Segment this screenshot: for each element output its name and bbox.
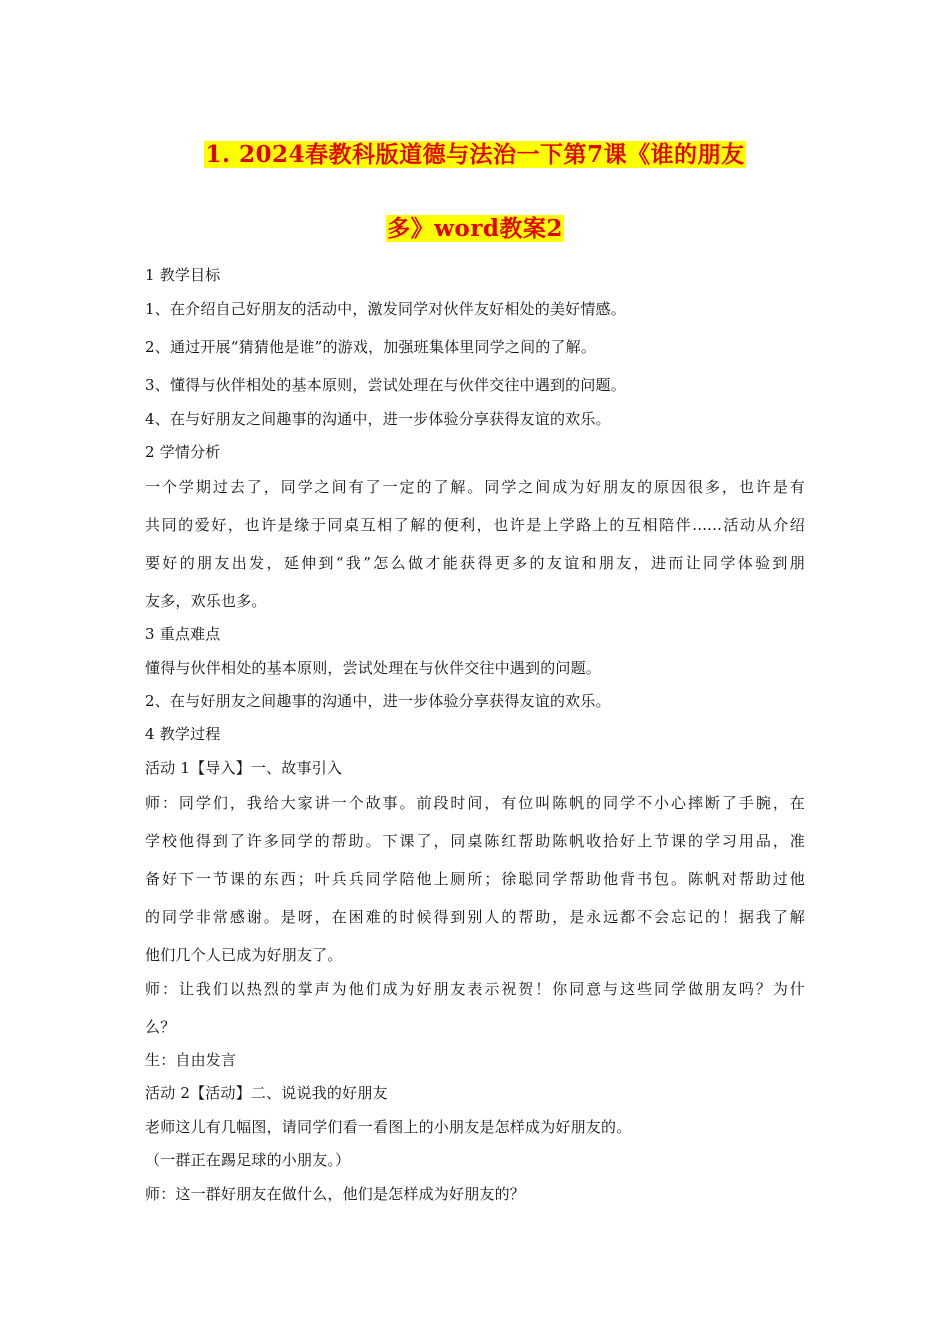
paragraph-line: 师：这一群好朋友在做什么，他们是怎样成为好朋友的？ — [145, 1185, 526, 1203]
paragraph-line: （一群正在踢足球的小朋友。） — [145, 1151, 351, 1169]
paragraph-line: 要好的朋友出发，延伸到“我”怎么做才能获得更多的友谊和朋友，进而让同学体验到朋 — [145, 554, 805, 572]
paragraph-line: 老师这儿有几幅图，请同学们看一看图上的小朋友是怎样成为好朋友的。 — [145, 1118, 632, 1136]
paragraph-line: 他们几个人已成为好朋友了。 — [145, 946, 343, 964]
paragraph-line: 懂得与伙伴相处的基本原则，尝试处理在与伙伴交往中遇到的问题。 — [145, 659, 602, 677]
paragraph-line: 4、在与好朋友之间趣事的沟通中，进一步体验分享获得友谊的欢乐。 — [145, 410, 611, 428]
paragraph-line: 2、通过开展“猜猜他是谁”的游戏，加强班集体里同学之间的了解。 — [145, 338, 597, 356]
paragraph-line: 一个学期过去了，同学之间有了一定的了解。同学之间成为好朋友的原因很多，也许是有 — [145, 478, 805, 496]
heading-key-difficulties: 3 重点难点 — [145, 625, 221, 643]
paragraph-line: 共同的爱好，也许是缘于同桌互相了解的便利，也许是上学路上的互相陪伴......活动从介绍 — [145, 516, 805, 534]
document-title-line-1: 1. 2024春教科版道德与法治一下第7课《谁的朋友 — [205, 141, 745, 168]
heading-teaching-goals: 1 教学目标 — [145, 266, 221, 284]
paragraph-line: 友多，欢乐也多。 — [145, 592, 267, 610]
activity-heading: 活动 1【导入】一、故事引入 — [145, 759, 343, 777]
paragraph-line: 2、在与好朋友之间趣事的沟通中，进一步体验分享获得友谊的欢乐。 — [145, 692, 611, 710]
paragraph-line: 师：让我们以热烈的掌声为他们成为好朋友表示祝贺！你同意与这些同学做朋友吗？为什 — [145, 980, 805, 998]
paragraph-line: 么？ — [145, 1018, 176, 1036]
paragraph-line: 备好下一节课的东西；叶兵兵同学陪他上厕所；徐聪同学帮助他背书包。陈帆对帮助过他 — [145, 870, 805, 888]
paragraph-line: 1、在介绍自己好朋友的活动中，激发同学对伙伴友好相处的美好情感。 — [145, 300, 626, 318]
paragraph-line: 生：自由发言 — [145, 1051, 237, 1069]
paragraph-line: 3、懂得与伙伴相处的基本原则，尝试处理在与伙伴交往中遇到的问题。 — [145, 376, 626, 394]
document-title-line-2: 多》word教案2 — [387, 215, 563, 242]
paragraph-line: 学校他得到了许多同学的帮助。下课了，同桌陈红帮助陈帆收拾好上节课的学习用品，准 — [145, 832, 805, 850]
activity-heading: 活动 2【活动】二、说说我的好朋友 — [145, 1084, 388, 1102]
heading-teaching-process: 4 教学过程 — [145, 725, 221, 743]
paragraph-line: 师：同学们，我给大家讲一个故事。前段时间，有位叫陈帆的同学不小心摔断了手腕，在 — [145, 794, 805, 812]
heading-learning-analysis: 2 学情分析 — [145, 443, 221, 461]
paragraph-line: 的同学非常感谢。是呀，在困难的时候得到别人的帮助，是永远都不会忘记的！据我了解 — [145, 908, 805, 926]
